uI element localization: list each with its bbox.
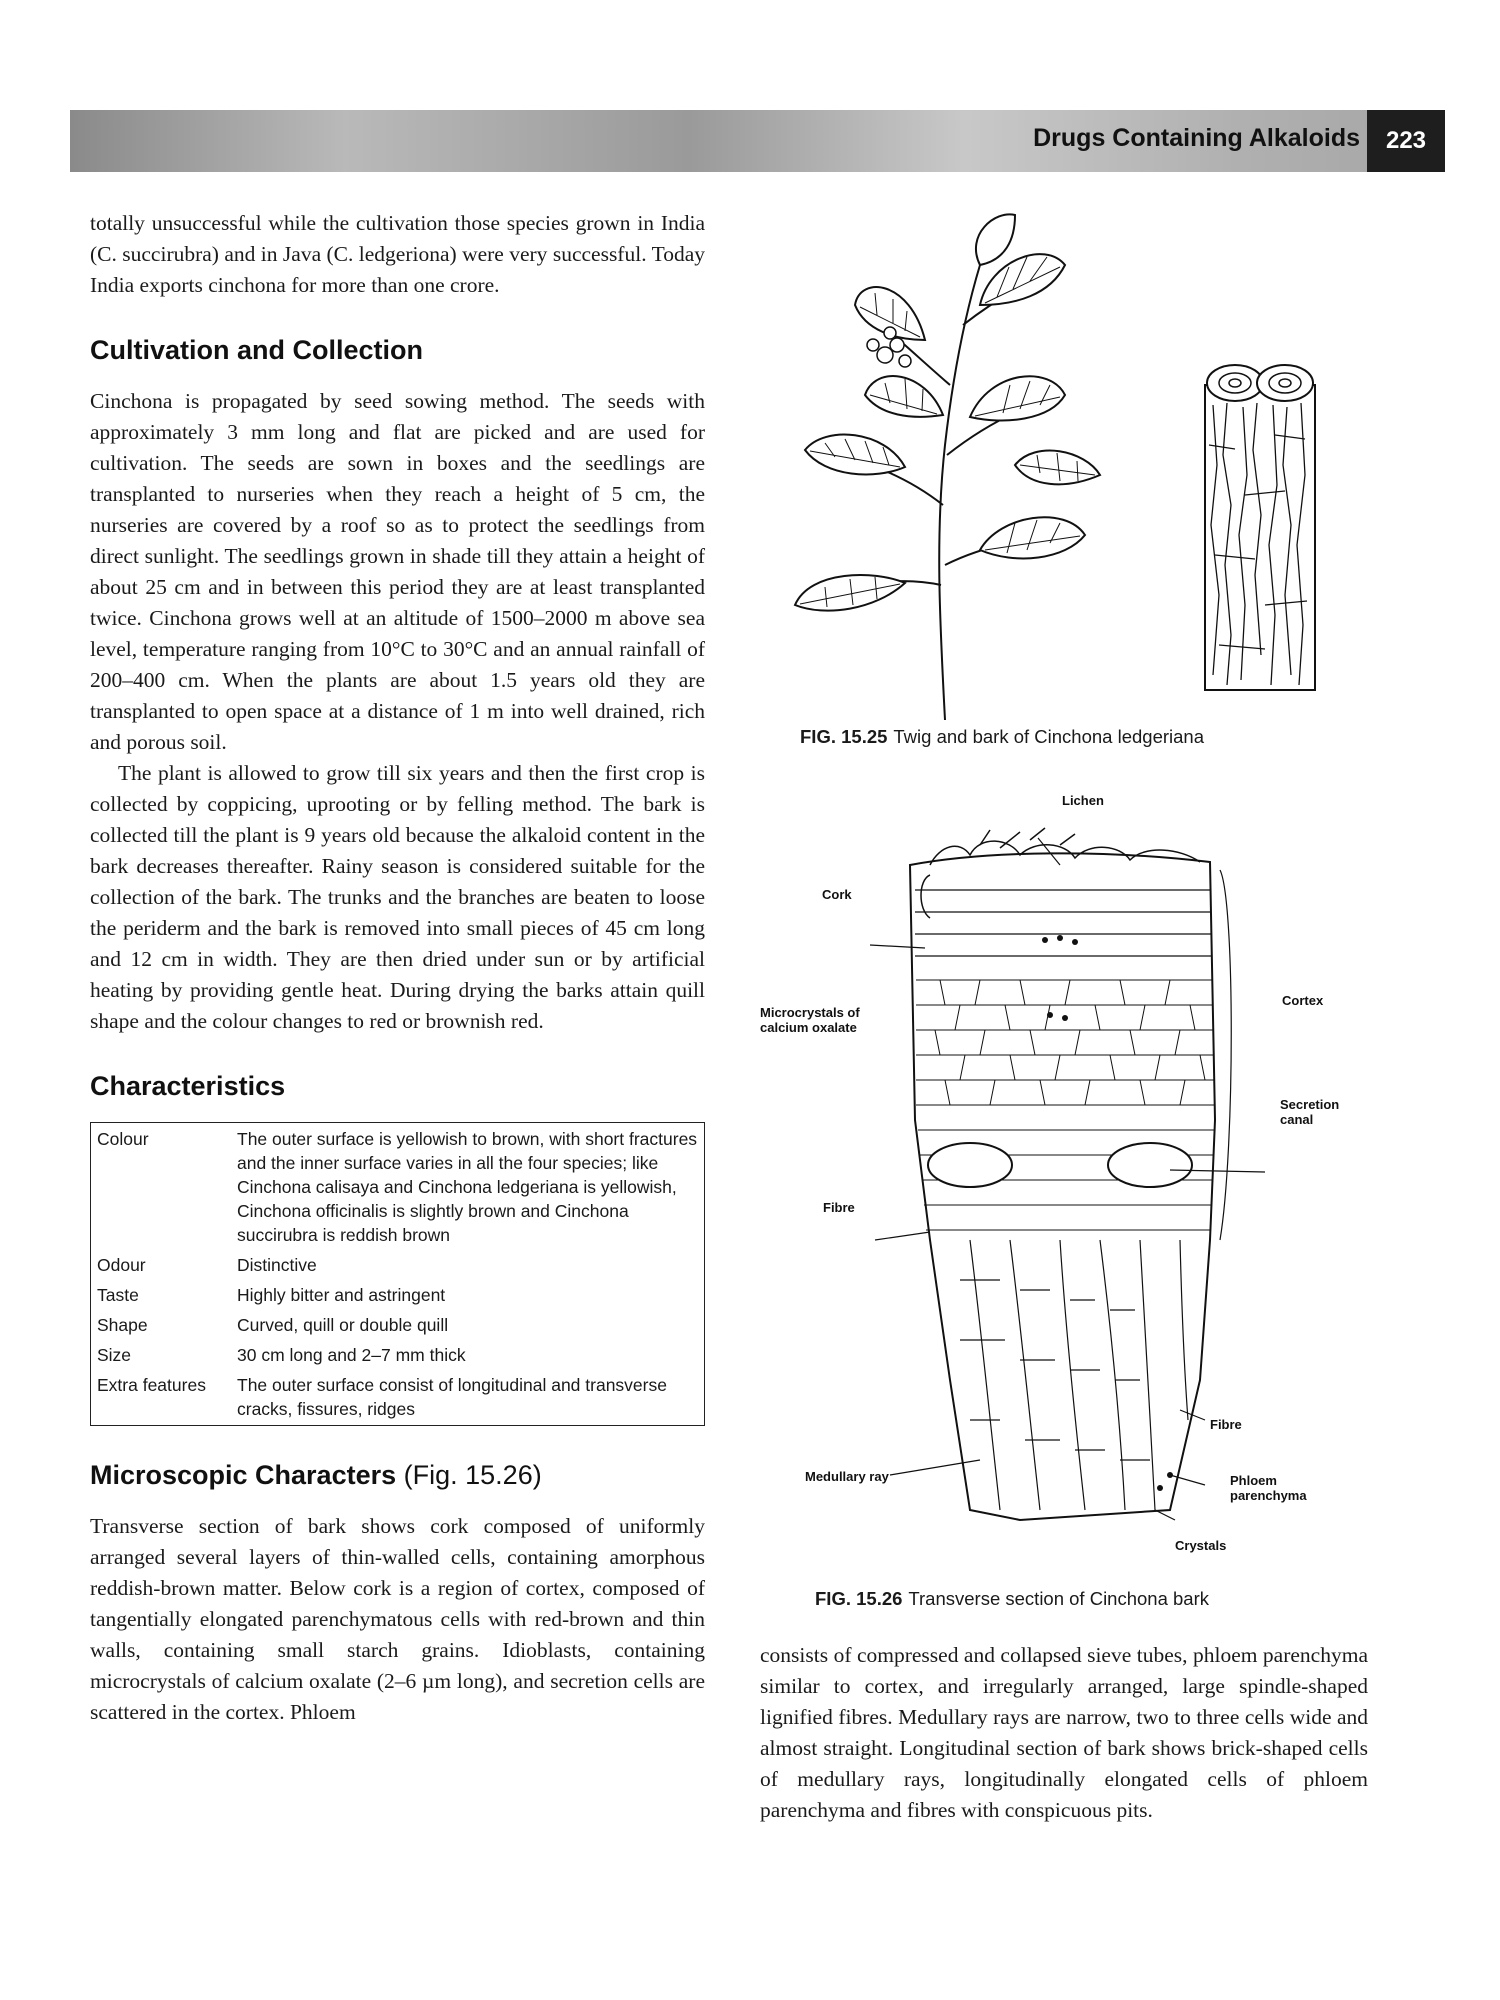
figure-15-26-caption-text: Transverse section of Cinchona bark	[908, 1588, 1210, 1609]
label-lichen: Lichen	[1062, 793, 1104, 808]
page-number: 223	[1367, 110, 1445, 172]
table-label: Odour	[97, 1255, 146, 1275]
label-microcrystals: Microcrystals of calcium oxalate	[760, 1005, 860, 1035]
microscopic-heading-text: Microscopic Characters	[90, 1460, 397, 1490]
label-fibre-left: Fibre	[823, 1200, 855, 1215]
figure-15-25-caption	[800, 726, 1204, 748]
table-value: 30 cm long and 2–7 mm thick	[237, 1345, 466, 1365]
table-value: Curved, quill or double quill	[237, 1315, 449, 1335]
figure-15-25-caption-text: Twig and bark of Cinchona ledgeriana	[893, 726, 1204, 747]
characteristics-heading: Characteristics	[90, 1071, 286, 1101]
table-row	[97, 1313, 698, 1337]
table-value: Highly bitter and astringent	[237, 1285, 446, 1305]
table-label: Taste	[97, 1285, 139, 1305]
cultivation-paragraph-2: The plant is allowed to grow till six years and then the first crop is collected by coppicing, uprooting or by felling method. The bark is collected till the plant is 9 years old because the alkaloid content in the bark decreases thereafter. Rainy season is considered suitable for the collection of the bark. The trunks and the branches are beaten to loose the periderm and the bark is removed into small pieces of 45 cm long and 12 cm in width. They are then dried under sun or by artificial heating by providing gentle heat. During drying the barks attain quill shape and the colour changes to red or brownish red.	[90, 761, 705, 1033]
bark-quill-illustration	[1195, 355, 1325, 700]
table-row	[97, 1283, 698, 1307]
figure-15-26-number: FIG. 15.26	[815, 1588, 903, 1609]
table-value: The outer surface is yellowish to brown, with short fractures and the inner surface varies in all the four species; like Cinchona calisaya and Cinchona ledgeriana is yellowish, Cinchona officinalis is slightly brown and Cinchona succirubra is reddish brown	[237, 1129, 698, 1245]
table-row	[97, 1253, 698, 1277]
microscopic-paragraph-left: Transverse section of bark shows cork composed of uniformly arranged several layers of thin-walled cells, containing amorphous reddish-brown matter. Below cork is a region of cortex, composed of tangentially elongated parenchymatous cells with red-brown and thin walls, containing small starch grains. Idioblasts, containing microcrystals of calcium oxalate (2–6 µm long), and secretion cells are scattered in the cortex. Phloem	[90, 1514, 705, 1724]
label-secretion-canal: Secretion canal	[1280, 1097, 1340, 1127]
label-phloem-parenchyma: Phloem parenchyma	[1230, 1473, 1307, 1503]
bark-cross-section-illustration	[870, 820, 1270, 1570]
figure-15-26-caption	[815, 1588, 1209, 1610]
running-title: Drugs Containing Alkaloids	[1033, 124, 1360, 152]
label-medullary-ray: Medullary ray	[805, 1469, 889, 1484]
label-crystals: Crystals	[1175, 1538, 1227, 1553]
intro-paragraph: totally unsuccessful while the cultivation those species grown in India (C. succirubra) and in Java (C. ledgeriona) were very successful. Today India exports cinchona for more than one crore.	[90, 211, 705, 297]
twig-illustration	[765, 205, 1120, 725]
table-row	[97, 1373, 698, 1421]
microscopic-figure-ref: (Fig. 15.26)	[403, 1460, 542, 1490]
table-label: Shape	[97, 1315, 148, 1335]
microscopic-heading	[90, 1460, 705, 1491]
table-label: Colour	[97, 1129, 149, 1149]
cultivation-paragraph-1: Cinchona is propagated by seed sowing method. The seeds with approximately 3 mm long and flat are picked and are used for cultivation. The seeds are sown in boxes and the seedlings are transplanted to nurseries when they reach a height of 5 cm, the nurseries are covered by a roof so as to protect the seedlings from direct sunlight. The seedlings grown in shade till they attain a height of about 25 cm and in between this period they are at least transplanted twice. Cinchona grows well at an altitude of 1500–2000 m above sea level, temperature ranging from 10°C to 30°C and an annual rainfall of 200–400 cm. When the plants are about 1.5 years old they are transplanted to open space at a distance of 1 m into well drained, rich and porous soil.	[90, 389, 705, 754]
table-value: The outer surface consist of longitudinal and transverse cracks, fissures, ridges	[237, 1375, 667, 1419]
left-column	[90, 208, 705, 1728]
label-cortex: Cortex	[1282, 993, 1324, 1008]
label-fibre-right: Fibre	[1210, 1417, 1242, 1432]
table-value: Distinctive	[237, 1255, 317, 1275]
label-cork: Cork	[822, 887, 852, 902]
table-label: Extra features	[97, 1375, 206, 1395]
running-header	[70, 110, 1445, 172]
table-row	[97, 1343, 698, 1367]
characteristics-table	[90, 1122, 705, 1426]
microscopic-paragraph-right: consists of compressed and collapsed sieve tubes, phloem parenchyma similar to cortex, and irregularly arranged, large spindle-shaped lignified fibres. Medullary rays are narrow, two to three cells wide and almost straight. Longitudinal section of bark shows brick-shaped cells of medullary rays, longitudinally elongated cells of phloem parenchyma and fibres with conspicuous pits.	[760, 1643, 1368, 1822]
table-label: Size	[97, 1345, 132, 1365]
cultivation-heading: Cultivation and Collection	[90, 335, 424, 365]
figure-15-25-number: FIG. 15.25	[800, 726, 888, 747]
right-column	[760, 1640, 1368, 1826]
table-row	[97, 1127, 698, 1247]
